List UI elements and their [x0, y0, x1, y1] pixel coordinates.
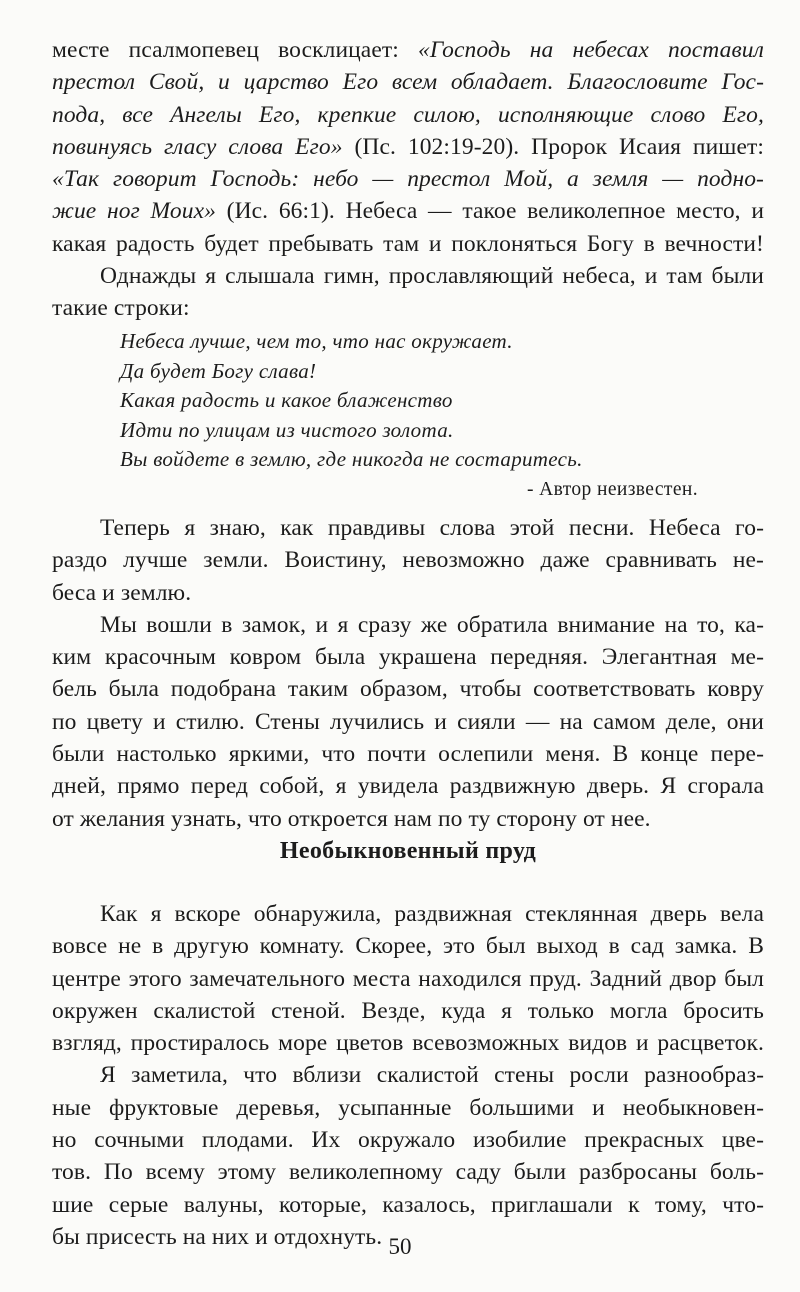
text-line: раздо лучше земли. Воистину, невозможно даже сравнивать не- — [52, 547, 764, 574]
text-line: окружен скалистой стеной. Везде, куда я только могла бросить — [52, 997, 764, 1024]
text-line: дней, прямо перед собой, я увидела раздвижную дверь. Я сгорала — [52, 773, 764, 800]
poem-line: Вы войдете в землю, где никогда не состаритесь. — [120, 447, 583, 471]
poem-line: Да будет Богу слава! — [120, 358, 317, 383]
text-line: «Так говорит Господь: небо — престол Мой, а земля — подно- — [52, 166, 764, 193]
text-line: престол Свой, и царство Его всем обладает. Благословите Гос- — [52, 69, 764, 96]
text-line: от желания узнать, что откроется нам по ту сторону от нее. — [52, 805, 651, 832]
text-line: шие серые валуны, которые, казалось, приглашали к тому, что- — [52, 1191, 764, 1218]
text-line: бы присесть на них и отдохнуть. — [52, 1223, 383, 1250]
poem-line: Какая радость и какое блаженство — [120, 388, 453, 412]
text-line: беса и землю. — [52, 579, 192, 606]
paragraph-psalm — [52, 34, 764, 325]
text-line: были настолько яркими, что почти ослепили меня. В конце пере- — [52, 741, 764, 768]
paragraph-pond — [52, 898, 764, 1253]
page-number: 50 — [388, 1234, 412, 1259]
text-line: такие строки: — [52, 295, 190, 322]
italic-quote: жие ног Моих» — [52, 198, 216, 225]
text-line: пода, все Ангелы Его, крепкие силою, исполняющие слово Его, — [52, 101, 764, 128]
text-line: ные фруктовые деревья, усыпанные большими и необыкновен- — [52, 1094, 764, 1121]
text-line: вовсе не в другую комнату. Скорее, это был выход в сад замка. В — [52, 933, 764, 960]
text-span: месте псалмопевец восклицает: — [52, 37, 418, 63]
text-line: по цвету и стилю. Стены лучились и сияли — на самом деле, они — [52, 708, 764, 735]
text-line: Теперь я знаю, как правдивы слова этой песни. Небеса го- — [100, 515, 764, 541]
text-line: какая радость будет пребывать там и поклоняться Богу в вечности! — [52, 230, 764, 257]
text-line — [52, 195, 764, 227]
text-line: бель была подобрана таким образом, чтобы соответствовать ковру — [52, 676, 764, 703]
text-span: (Пс. 102:19-20). Пророк Исаия пишет: — [342, 133, 764, 160]
text-line: Однажды я слышала гимн, прославляющий небеса, и там были — [100, 263, 764, 290]
text-line — [52, 131, 764, 163]
italic-quote: «Господь на небесах поставил — [418, 37, 764, 63]
section-heading: Необыкновенный пруд — [279, 838, 537, 864]
paragraph-castle — [52, 512, 764, 835]
italic-quote: повинуясь гласу слова Его» — [52, 133, 343, 160]
poem-author: - Автор неизвестен. — [526, 478, 698, 500]
text-line: но сочными плодами. Их окружало изобилие прекрасных цве- — [52, 1127, 764, 1154]
text-line — [52, 34, 764, 66]
text-line: взгляд, простиралось море цветов всевозможных видов и расцветок. — [52, 1030, 764, 1057]
text-line: Я заметила, что вблизи скалистой стены росли разнообраз- — [100, 1062, 764, 1089]
poem-line: Небеса лучше, чем то, что нас окружает. — [120, 329, 513, 353]
text-span: (Ис. 66:1). Небеса — такое великолепное место, и — [215, 198, 765, 225]
text-line: Мы вошли в замок, и я сразу же обратила внимание на то, ка- — [100, 611, 764, 638]
text-line: тов. По всему этому великолепному саду были разбросаны боль- — [52, 1159, 764, 1186]
poem-line: Идти по улицам из чистого золота. — [120, 417, 454, 442]
text-line: центре этого замечательного места находился пруд. Задний двор был — [52, 965, 764, 992]
text-line: Как я вскоре обнаружила, раздвижная стеклянная дверь вела — [100, 901, 764, 927]
text-line: ким красочным ковром была украшена передняя. Элегантная ме- — [52, 644, 764, 671]
poem-quote — [120, 327, 710, 505]
